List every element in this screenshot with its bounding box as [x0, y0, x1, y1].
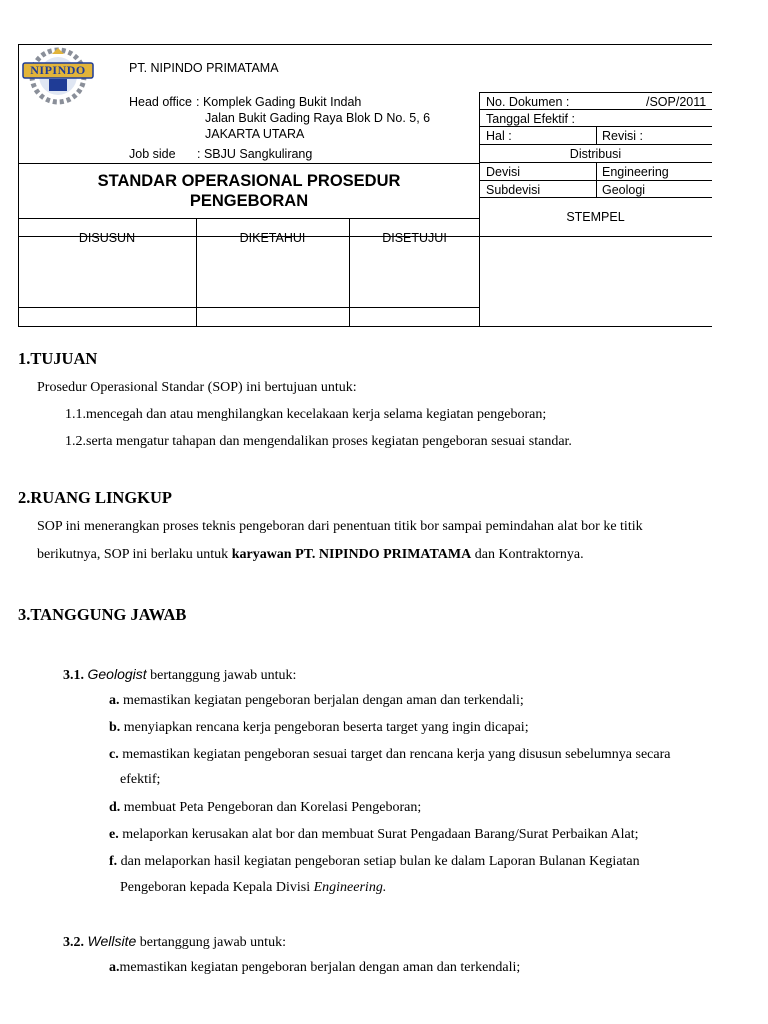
role-name: Geologist — [87, 666, 147, 682]
diketahui-label: DIKETAHUI — [239, 231, 306, 245]
paragraph: Prosedur Operasional Standar (SOP) ini bertujuan untuk: — [37, 380, 357, 395]
rule — [18, 307, 480, 308]
text: memastikan kegiatan pengeboran berjalan dengan aman dan terkendali; — [119, 960, 521, 975]
devisi-label: Devisi — [486, 165, 521, 179]
text: melaporkan kerusakan alat bor dan membuat Surat Pengadaan Barang/Surat Perbaikan Alat; — [118, 827, 639, 842]
list-item-continuation — [120, 880, 386, 896]
devisi-value: Engineering — [602, 165, 669, 179]
company-name: PT. NIPINDO PRIMATAMA — [129, 61, 279, 75]
document-title-line-1: STANDAR OPERASIONAL PROSEDUR — [97, 172, 401, 190]
subsection-number: 3.2. — [63, 935, 84, 950]
logo-text: NIPINDO — [30, 63, 86, 77]
subdevisi-label: Subdevisi — [486, 183, 541, 197]
revisi-label: Revisi : — [602, 129, 643, 143]
paragraph-line — [37, 547, 584, 563]
subsection-heading — [63, 666, 296, 684]
disusun-label: DISUSUN — [78, 231, 136, 245]
list-item — [109, 960, 520, 976]
list-item-continuation: efektif; — [120, 772, 161, 787]
text: memastikan kegiatan pengeboran berjalan dengan aman dan terkendali; — [119, 693, 524, 708]
list-item — [109, 693, 524, 709]
rule — [479, 92, 712, 93]
distribusi-label: Distribusi — [569, 147, 622, 161]
tanggal-efektif-label: Tanggal Efektif : — [486, 112, 575, 126]
list-item: 1.1.mencegah dan atau menghilangkan kecelakaan kerja selama kegiatan pengeboran; — [65, 407, 547, 422]
head-office-line-3: JAKARTA UTARA — [205, 127, 305, 141]
rule — [479, 197, 712, 198]
item-letter: a. — [109, 960, 120, 975]
rule — [479, 144, 712, 145]
rule — [596, 162, 597, 197]
text: dan Kontraktornya. — [471, 547, 584, 562]
hal-label: Hal : — [486, 129, 512, 143]
no-dokumen-label: No. Dokumen : — [486, 95, 570, 109]
item-letter: a. — [109, 693, 120, 708]
text: menyiapkan rencana kerja pengeboran beserta target yang ingin dicapai; — [120, 720, 529, 735]
text: membuat Peta Pengeboran dan Korelasi Pengeboran; — [120, 800, 422, 815]
subdevisi-value: Geologi — [602, 183, 646, 197]
job-side-label: Job side — [129, 147, 176, 161]
role-name: Wellsite — [87, 933, 137, 949]
list-item — [109, 720, 529, 736]
rule — [479, 109, 712, 110]
disetujui-label: DISETUJUI — [382, 231, 447, 245]
italic-text: Engineering. — [313, 880, 387, 895]
item-letter: c. — [109, 747, 119, 762]
text: bertanggung jawab untuk: — [136, 935, 286, 950]
list-item — [109, 800, 421, 816]
paragraph-line: SOP ini menerangkan proses teknis pengeboran dari penentuan titik bor sampai pemindahan alat bor ke titik — [37, 519, 643, 534]
section-heading: 3.TANGGUNG JAWAB — [18, 605, 187, 624]
rule — [18, 163, 480, 164]
item-letter: e. — [109, 827, 119, 842]
text: berikutnya, SOP ini berlaku untuk — [37, 547, 232, 562]
no-dokumen-value: /SOP/2011 — [646, 95, 707, 109]
rule — [18, 44, 712, 45]
item-letter: f. — [109, 854, 118, 869]
list-item: 1.2.serta mengatur tahapan dan mengendalikan proses kegiatan pengeboran sesuai standar. — [65, 434, 572, 449]
head-office-line-2: Jalan Bukit Gading Raya Blok D No. 5, 6 — [205, 111, 431, 125]
job-side-value: : SBJU Sangkulirang — [197, 147, 313, 161]
list-item — [109, 854, 640, 870]
text: dan melaporkan hasil kegiatan pengeboran setiap bulan ke dalam Laporan Bulanan Kegiatan — [117, 854, 640, 869]
item-letter: d. — [109, 800, 121, 815]
head-office-label: Head office — [129, 95, 193, 109]
text: bertanggung jawab untuk: — [146, 668, 297, 683]
text: Pengeboran kepada Kepala Divisi — [120, 880, 314, 895]
item-letter: b. — [109, 720, 121, 735]
stempel-label: STEMPEL — [566, 210, 625, 224]
text: memastikan kegiatan pengeboran sesuai target dan rencana kerja yang disusun sebelumnya secara — [118, 747, 671, 762]
list-item — [109, 827, 639, 843]
subsection-number: 3.1. — [63, 668, 84, 683]
rule — [18, 218, 480, 219]
subsection-heading — [63, 933, 286, 951]
section-heading: 1.TUJUAN — [18, 349, 98, 368]
list-item — [109, 747, 670, 763]
rule — [18, 326, 712, 327]
rule — [596, 126, 597, 144]
section-heading: 2.RUANG LINGKUP — [18, 488, 173, 507]
document-title-line-2: PENGEBORAN — [189, 192, 309, 210]
head-office-line-1: : Komplek Gading Bukit Indah — [196, 95, 362, 109]
company-name-bold: karyawan PT. NIPINDO PRIMATAMA — [231, 547, 472, 562]
